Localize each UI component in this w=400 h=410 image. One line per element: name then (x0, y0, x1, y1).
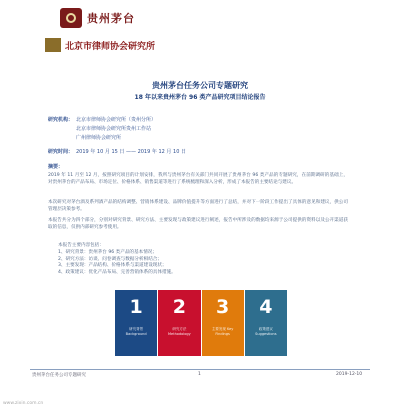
org-2: 北京市律师协会研究所贵州工作站 (76, 126, 152, 132)
list-item: 3、主要发现：产品结构、价格体系与渠道建设现状； (58, 263, 167, 269)
author-line (48, 116, 156, 123)
step-number: 2 (172, 296, 186, 318)
institute-logo-text: 北京市律师协会研究所 (65, 41, 156, 52)
footer-divider (30, 369, 370, 370)
institute-logo (45, 38, 155, 52)
watermark: www.zixin.com.cn (3, 401, 44, 406)
step-text: 政策建议 Suggestions (255, 327, 277, 336)
footer-date: 2019-12-10 (336, 372, 363, 377)
list-item: 1、研究背景：贵州茅台 96 类产品的基本情况； (58, 249, 157, 255)
step-card-3 (202, 290, 244, 356)
page-number: 1 (198, 372, 201, 377)
step-number: 4 (259, 296, 273, 318)
paragraph-1: 2019 年 11 月至 12 月，按照研究项目的计划安排，我所与贵州茅台有关部门共同开展了贵州茅台 96 类产品的专题研究，在前期调研的基础上，对贵州茅台的产品布局、市场定位、价格体系、销售渠道等进行了系统梳理和深入分析，形成了本报告的主要结论与建议。 (48, 173, 348, 185)
step-text: 研究方法 Methodology (168, 327, 191, 336)
org-1: 北京市律师协会研究所（贵州分所） (76, 117, 157, 123)
step-card-4 (245, 290, 287, 356)
contents-list (58, 243, 338, 277)
document-subtitle: 18 年以来贵州茅台 96 类产品研究项目结论报告 (134, 94, 266, 101)
meta-block (48, 116, 156, 143)
document-title: 贵州茅台任务公司专题研究 (152, 81, 248, 90)
step-number: 3 (216, 296, 230, 318)
company-logo-mark (60, 8, 82, 28)
step-text: 研究背景 Background (125, 327, 147, 336)
list-item: 2、研究方法：访谈、问卷调查与数据分析相结合； (58, 256, 162, 262)
paragraph-3: 本报告共分为四个部分，分别对研究背景、研究方法、主要发现与政策建议进行阐述，报告中所涉及的数据均来源于公司提供的资料以及公开渠道获取的信息，仅供内部研究参考使用。 (48, 218, 348, 230)
summary-label: 摘要： (48, 164, 64, 170)
step-text: 主要发现 Key Findings (211, 327, 234, 336)
list-item: 4、政策建议：优化产品布局、完善营销体系的具体措施。 (58, 270, 176, 276)
time-line (48, 148, 186, 155)
company-logo (60, 8, 135, 28)
org-3: 广州律师协会研究所 (76, 135, 122, 141)
company-logo-text: 贵州茅台 (87, 12, 135, 25)
time-value: 2019 年 10 月 15 日 —— 2019 年 12 月 10 日 (76, 149, 186, 155)
time-label: 研究时间： (48, 149, 74, 155)
paragraph-2: 本次研究对茅台酒及系列酒产品的结构调整、营销体系建设、品牌价值提升等方面进行了总结，并对下一阶段工作提出了具体的意见和建议，供公司管理层决策参考。 (48, 200, 348, 212)
author-label: 研究机构： (48, 117, 74, 123)
institute-logo-mark (45, 38, 61, 52)
step-card-1 (115, 290, 157, 356)
step-card-2 (158, 290, 200, 356)
footer-title: 贵州茅台任务公司专题研究 (32, 373, 86, 378)
list-intro: 本报告主要内容包括： (58, 243, 104, 248)
step-cards (115, 290, 287, 356)
step-number: 1 (129, 296, 143, 318)
